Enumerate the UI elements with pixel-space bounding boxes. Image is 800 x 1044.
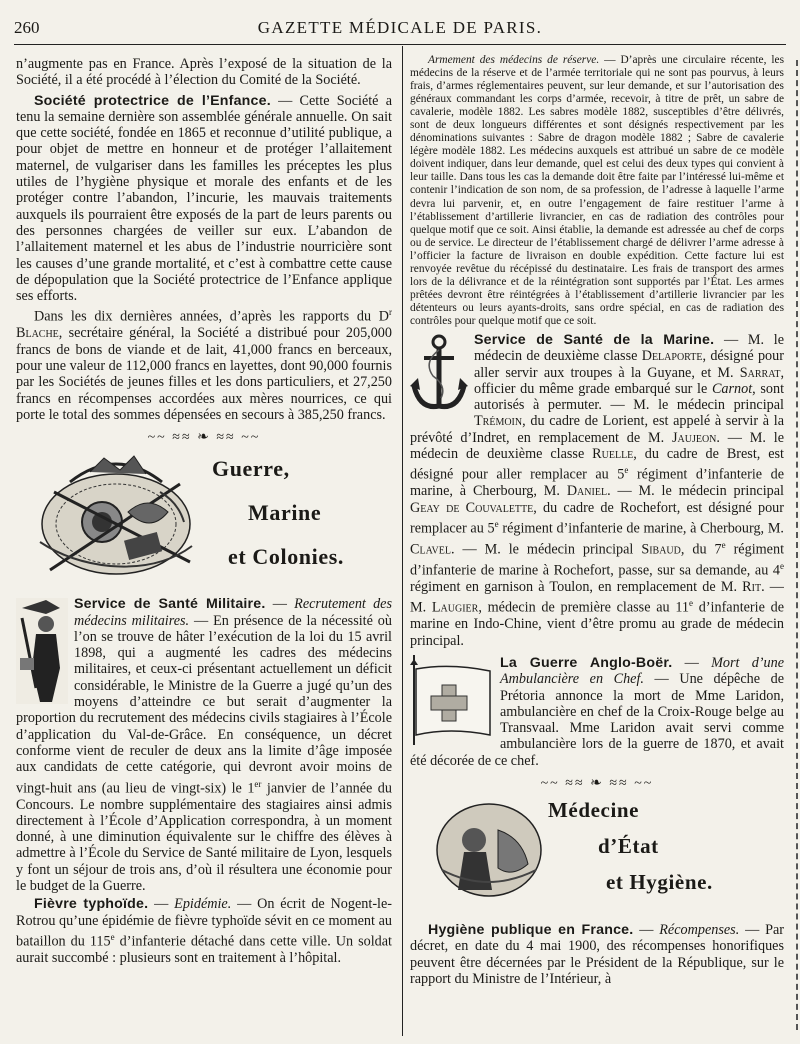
enfance-paragraph-1: Cette Société a tenu la semaine dernière son assemblée générale annuelle. On sait que cette société, fondée en 1865 et reconnue d’utilité publique, a pour objet de mettre en honneur et de protéger l’allaitement maternel, de vulgariser dans les familles les préceptes les plus utiles de l’hygiène physique et morale des enfants et de les protéger contre l’abandon, l’incurie, les mauvais traitements auxquels ils pourraient être exposés de la part de leurs parents ou des personnes chargées de veiller sur eux. L’abandon de l’allaitement maternel et les abus de l’industrie nourricière sont les causes d’une grande mortalité, et c’est à combattre cette cause de dépopulation que la Société protectrice de l’Enfance applique ses efforts. [16,92,392,305]
page-edge [796,60,798,1030]
military-trophy-icon [30,452,206,586]
boer-heading: La Guerre Anglo-Boër. [500,655,673,671]
header-rule [14,44,786,45]
armement-text: — D’après une circulaire récente, les médecins de la réserve et de l’armée territoriale qui ne sont pas pourvus, à leurs frais, d’armes réglementaires peuvent, sur leur demande, et sur l’autorisation des généraux commandant les corps d’armée, recevoir, à titre de prêt, un sabre de cavalerie, modèle 1882. Les sabres modèle 1882, susceptibles d’être délivrés, sont de deux longueurs différentes et sont désignés respectivement par les dénominations suivantes : Sabre de dragon modèle 1882 ; Sabre de cavalerie légère modèle 1882. Les médecins auxquels est attribué un sabre de ce modèle doivent indiquer, dans leur demande, quel est celui des deux types qui convient à leur taille. Dans tous les cas la demande doit être faite par l’intéressé lui-même et contenir l’indication de son nom, de sa profession, de l’adresse à laquelle l’arme devra lui parvenir, et, en outre l’engagement de faire restituer l’arme à l’établissement d’artillerie livrancier, en cas de radiation des contrôles pour quelque motif que ce soit. Ainsi établie, la demande est adressée au chef de corps ou de service. Le directeur de l’établissement chargé de délivrer l’arme adresse à l’officier la facture de livraison en double expédition. Cette facture lui est renvoyée revêtue du récépissé du destinataire. Les frais de transport des armes lors de la délivrance et de la réintégration sont supportés par l’État. Les armes prêtées devront être réintégrées à l’établissement d’artillerie livrancier par les détenteurs ou leurs ayants-droits, sans ordre spécial, en cas de radiation des contrôles pour quelque motif que ce soit. [410,54,784,327]
blache-name: Blache [16,325,59,342]
left-column [16,56,392,1036]
right-column [410,46,784,1036]
section-banner-guerre [16,452,392,592]
section-banner-medecine [410,798,784,918]
banner-line-marine: Marine [248,500,322,526]
page-number: 260 [14,18,40,37]
typhoide-heading: Fièvre typhoïde. [34,896,149,913]
banner-line-guerre: Guerre, [212,456,290,482]
enfance-heading: Société protectrice de l’Enfance. [34,92,271,109]
boer-article [410,655,784,769]
red-cross-flag-icon [410,655,494,745]
banner-line-medecine: Médecine [548,798,640,823]
ornament-divider-right: ~~ ≈≈ ❧ ≈≈ ~~ [540,776,654,792]
marine-text: Service de Santé de la Marine. — M. le médecin de deuxième classe Delaporte, désigné pour aller servir aux troupes à la Guyane, et M. Sarrat, officier du même grade embarqué sur le Carnot, sont autorisés à permuter. — M. le médecin principal Trémoin, du cadre de Lorient, est appelé à servir à la prévôté d’Indret, en remplacement de M. Jaujeon. — M. le médecin de deuxième classe Ruelle, du cadre de Brest, est désigné pour aller remplacer au 5e régiment d’infanterie de marine, à Cherbourg, M. Daniel. — M. le médecin principal Geay de Couvalette, du cadre de Rochefort, est désigné pour remplacer au 5e régiment d’infanterie de marine, à Cherbourg, M. Clavel. — M. le médecin principal Sibaud, du 7e régiment d’infanterie de marine à Rochefort, passe, sur sa demande, au 4e régiment en garnison à Toulon, en remplacement de M. Rit. — M. Laugier, médecin de première classe au 11e d’infanterie de marine en Indo-Chine, vient d’être promu au grade de médecin principal. [410,331,784,649]
soldier-drop-cap-icon [16,598,68,704]
boer-subtitle: Mort d’une Ambulancière en Chef. [500,655,784,688]
sante-militaire-heading: Service de Santé Militaire. [74,596,266,613]
enfance-paragraph-2: Dans les dix dernières années, d’après les rapports du $D^r$ Blache, secrétaire général, la Société a distribué pour 205,000 francs de bons de viande et de lait, 41,000 francs en berceaux, pour une valeur de 112,000 francs en layettes, dont 90,000 fournis par les Sociétés de jeunes filles et les dons particuliers, et 27,250 francs en récompenses accordées aux mères nourrices, ce qui porte le total des sommes dépensées en secours à 385,250 francs. [16,307,392,423]
banner-line-etat: d’État [598,834,659,859]
column-divider [402,46,403,1036]
sante-militaire-text: Service de Santé Militaire. — Recrutement des médecins militaires. — En présence de la nécessité où l’on se trouve de hâter l’exécution de la loi du 15 avril 1898, qui a augmenté les cadres des médecins militaires, et ceux-ci présentant actuellement un déficit considérable, le Ministre de la Guerre a jugé qu’un des moyens d’atteindre ce but serait d’augmenter la proportion du recrutement des médecins civils stagiaires à l’École d’application du Val-de-Grâce. En conséquence, un décret conforme vient de reculer de deux ans la limite d’âge imposée aux candidats de cette catégorie, qui devront avoir moins de vingt-huit ans (au lieu de vingt-six) le 1er janvier de l’année du Concours. Le nombre supplémentaire des stagiaires ainsi admis directement à l’École d’Application correspondra, à un moment donné, à une diminution équivalente sur le chiffre des élèves à admettre à l’École du Service de Santé militaire de Lyon, lesquels y font un séjour de trois ans, d’où il résultera une économie pour le budget de la Guerre. [16,596,392,895]
marine-heading: Service de Santé de la Marine. [474,331,715,348]
banner-line-colonies: et Colonies. [228,544,344,570]
hygieia-vignette-icon [434,800,544,900]
boer-text: La Guerre Anglo-Boër. — Mort d’une Ambulancière en Chef. — Une dépêche de Prétoria annonce la mort de Mme Laridon, ambulancière en chef de la Croix-Rouge belge au Transvaal. Mme Laridon avait servi comme ambulancière lors de la guerre de 1870, et avait été décorée de ce chef. [410,655,784,769]
enfance-article: Société protectrice de l’Enfance. — Cette Société a tenu la semaine dernière son assemblée générale annuelle. On sait que cette société, fondée en 1865 et reconnue d’utilité publique, a pour objet de mettre en honneur et de protéger l’allaitement maternel, de vulgariser dans les familles les préceptes les plus utiles de l’hygiène physique et morale des enfants et de les protéger contre l’abandon, l’incurie, les mauvais traitements auxquels ils pourraient être exposés de la part de leurs parents ou des personnes chargées de veiller sur eux. L’abandon de l’allaitement maternel et les abus de l’industrie nourricière sont les causes d’une grande mortalité, et c’est à combattre cette cause de dépopulation que la Société protectrice de l’Enfance applique ses efforts. [16,92,392,305]
sante-militaire-article [16,596,392,894]
banner-line-hygiene: et Hygiène. [606,870,713,895]
hygiene-heading: Hygiène publique en France. [428,922,634,939]
typhoide-article: Fièvre typhoïde. — Epidémie. — On écrit de Nogent-le-Rotrou qu’une épidémie de fièvre typhoïde sévit en ce moment au bataillon du 115e d’infanterie détaché dans cette ville. Un soldat aurait succombé : plusieurs sont en traitement à l’hôpital. [16,896,392,966]
anchor-icon [410,334,468,414]
armement-subtitle: Armement des médecins de réserve. [428,54,600,66]
running-title: GAZETTE MÉDICALE DE PARIS. [257,18,543,37]
intro-paragraph: n’augmente pas en France. Après l’exposé de la situation de la Société, il a été procédé à l’élection du Comité de la Société. [16,56,392,89]
marine-article [410,332,784,649]
page-header [14,18,786,42]
typhoide-subtitle: Epidémie. [174,896,232,913]
hygiene-article: Hygiène publique en France. — Récompenses. — Par décret, en date du 4 mai 1900, des récompenses honorifiques peuvent être décernées par le Président de la République, sur le rapport du Ministre de l’Intérieur, à [410,922,784,987]
sante-militaire-subtitle: Recrutement des médecins militaires. [74,596,392,629]
hygiene-subtitle: Récompenses. [659,922,740,939]
armement-article [410,54,784,328]
ornament-divider: ~~ ≈≈ ❧ ≈≈ ~~ [147,430,261,446]
